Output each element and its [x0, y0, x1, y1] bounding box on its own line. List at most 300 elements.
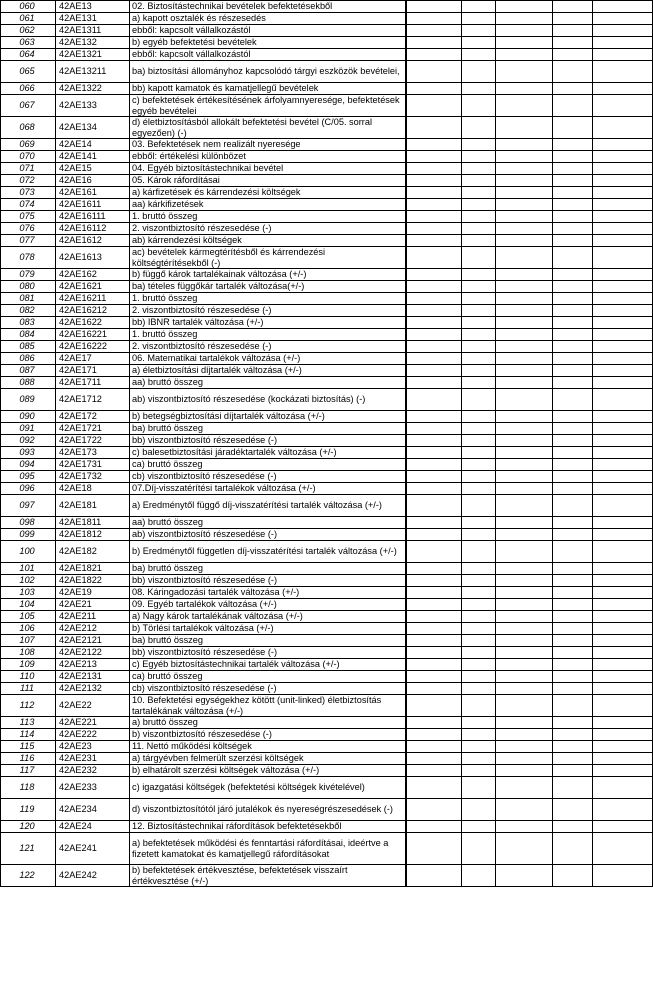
value-cell — [593, 833, 653, 865]
value-cell — [496, 293, 553, 305]
row-code: 42AE16 — [56, 175, 130, 187]
row-code: 42AE1732 — [56, 471, 130, 483]
value-cell — [496, 729, 553, 741]
row-number: 110 — [1, 671, 56, 683]
value-cell — [462, 587, 496, 599]
value-cell — [593, 423, 653, 435]
row-description: b) elhatárolt szerzési költségek változása (+/-) — [130, 765, 406, 777]
value-cell — [496, 329, 553, 341]
value-cell — [496, 175, 553, 187]
row-code: 42AE212 — [56, 623, 130, 635]
row-description: a) kapott osztalék és részesedés — [130, 13, 406, 25]
value-cell — [496, 833, 553, 865]
row-code: 42AE161 — [56, 187, 130, 199]
row-number: 118 — [1, 777, 56, 799]
table-row — [1, 729, 653, 741]
value-cell — [406, 329, 462, 341]
value-cell — [593, 575, 653, 587]
row-number: 072 — [1, 175, 56, 187]
value-cell — [462, 611, 496, 623]
value-cell — [406, 729, 462, 741]
value-cell — [462, 647, 496, 659]
value-cell — [593, 247, 653, 269]
value-cell — [553, 517, 593, 529]
value-cell — [462, 389, 496, 411]
row-number: 080 — [1, 281, 56, 293]
value-cell — [496, 717, 553, 729]
value-cell — [553, 459, 593, 471]
value-cell — [406, 541, 462, 563]
value-cell — [462, 293, 496, 305]
row-description: 05. Károk ráfordításai — [130, 175, 406, 187]
value-cell — [462, 25, 496, 37]
value-cell — [462, 61, 496, 83]
value-cell — [406, 199, 462, 211]
value-cell — [462, 635, 496, 647]
value-cell — [496, 389, 553, 411]
row-code: 42AE24 — [56, 821, 130, 833]
value-cell — [496, 163, 553, 175]
row-number: 063 — [1, 37, 56, 49]
table-row — [1, 741, 653, 753]
value-cell — [406, 223, 462, 235]
value-cell — [593, 865, 653, 887]
value-cell — [496, 199, 553, 211]
row-number: 119 — [1, 799, 56, 821]
row-code: 42AE21 — [56, 599, 130, 611]
value-cell — [462, 753, 496, 765]
row-description: b) viszontbiztosító részesedése (-) — [130, 729, 406, 741]
row-description: b) Törlési tartalékok változása (+/-) — [130, 623, 406, 635]
value-cell — [593, 435, 653, 447]
value-cell — [593, 765, 653, 777]
row-code: 42AE1722 — [56, 435, 130, 447]
value-cell — [406, 423, 462, 435]
table-row — [1, 683, 653, 695]
value-cell — [553, 223, 593, 235]
value-cell — [553, 623, 593, 635]
table-row — [1, 13, 653, 25]
row-code: 42AE16212 — [56, 305, 130, 317]
row-number: 060 — [1, 1, 56, 13]
value-cell — [462, 563, 496, 575]
value-cell — [462, 37, 496, 49]
value-cell — [496, 269, 553, 281]
row-code: 42AE13211 — [56, 61, 130, 83]
row-number: 107 — [1, 635, 56, 647]
value-cell — [496, 777, 553, 799]
table-row — [1, 483, 653, 495]
value-cell — [553, 765, 593, 777]
row-description: ac) bevételek kármegtérítésből és kárrendezési költségtérítésekből (-) — [130, 247, 406, 269]
row-number: 074 — [1, 199, 56, 211]
value-cell — [462, 235, 496, 247]
row-number: 084 — [1, 329, 56, 341]
value-cell — [496, 587, 553, 599]
value-cell — [593, 139, 653, 151]
row-number: 092 — [1, 435, 56, 447]
value-cell — [406, 117, 462, 139]
row-description: b) Eredménytől független díj-visszatérítési tartalék változása (+/-) — [130, 541, 406, 563]
row-code: 42AE1812 — [56, 529, 130, 541]
value-cell — [406, 411, 462, 423]
row-number: 085 — [1, 341, 56, 353]
row-number: 091 — [1, 423, 56, 435]
value-cell — [462, 377, 496, 389]
value-cell — [496, 611, 553, 623]
row-code: 42AE2131 — [56, 671, 130, 683]
value-cell — [593, 235, 653, 247]
value-cell — [553, 821, 593, 833]
row-number: 079 — [1, 269, 56, 281]
row-description: a) befektetések működési és fenntartási ráfordításai, ideértve a fizetett kamatokat és kamatjellegű ráfordításokat — [130, 833, 406, 865]
value-cell — [496, 435, 553, 447]
value-cell — [593, 211, 653, 223]
row-number: 086 — [1, 353, 56, 365]
table-row — [1, 471, 653, 483]
value-cell — [462, 341, 496, 353]
value-cell — [593, 269, 653, 281]
value-cell — [553, 139, 593, 151]
value-cell — [553, 635, 593, 647]
row-number: 094 — [1, 459, 56, 471]
table-row — [1, 117, 653, 139]
value-cell — [553, 269, 593, 281]
value-cell — [553, 305, 593, 317]
row-description: 12. Biztosítástechnikai ráfordítások befektetésekből — [130, 821, 406, 833]
value-cell — [496, 683, 553, 695]
value-cell — [496, 529, 553, 541]
row-number: 121 — [1, 833, 56, 865]
value-cell — [462, 799, 496, 821]
row-code: 42AE1731 — [56, 459, 130, 471]
table-row — [1, 1, 653, 13]
row-description: ebből: kapcsolt vállalkozástól — [130, 25, 406, 37]
value-cell — [553, 163, 593, 175]
value-cell — [462, 435, 496, 447]
value-cell — [406, 647, 462, 659]
row-description: aa) bruttó összeg — [130, 377, 406, 389]
row-code: 42AE16221 — [56, 329, 130, 341]
value-cell — [553, 717, 593, 729]
table-row — [1, 563, 653, 575]
row-description: b) befektetések értékvesztése, befektetések visszaírt értékvesztése (+/-) — [130, 865, 406, 887]
value-cell — [406, 211, 462, 223]
row-number: 066 — [1, 83, 56, 95]
value-cell — [406, 151, 462, 163]
value-cell — [406, 495, 462, 517]
value-cell — [462, 695, 496, 717]
value-cell — [406, 695, 462, 717]
row-number: 076 — [1, 223, 56, 235]
table-row — [1, 587, 653, 599]
value-cell — [593, 61, 653, 83]
row-number: 061 — [1, 13, 56, 25]
row-number: 082 — [1, 305, 56, 317]
value-cell — [553, 529, 593, 541]
value-cell — [462, 833, 496, 865]
value-cell — [496, 495, 553, 517]
value-cell — [593, 623, 653, 635]
row-code: 42AE14 — [56, 139, 130, 151]
value-cell — [496, 741, 553, 753]
table-row — [1, 25, 653, 37]
value-cell — [553, 247, 593, 269]
value-cell — [406, 83, 462, 95]
row-number: 090 — [1, 411, 56, 423]
value-cell — [496, 865, 553, 887]
value-cell — [406, 95, 462, 117]
value-cell — [593, 471, 653, 483]
value-cell — [553, 541, 593, 563]
row-number: 067 — [1, 95, 56, 117]
row-description: c) igazgatási költségek (befektetési költségek kivételével) — [130, 777, 406, 799]
row-description: b) betegségbiztosítási díjtartalék változása (+/-) — [130, 411, 406, 423]
row-description: 2. viszontbiztosító részesedése (-) — [130, 305, 406, 317]
row-description: cb) viszontbiztosító részesedése (-) — [130, 683, 406, 695]
row-code: 42AE213 — [56, 659, 130, 671]
table-row — [1, 635, 653, 647]
value-cell — [406, 139, 462, 151]
value-cell — [406, 575, 462, 587]
value-cell — [406, 517, 462, 529]
row-code: 42AE134 — [56, 117, 130, 139]
row-code: 42AE1822 — [56, 575, 130, 587]
value-cell — [553, 423, 593, 435]
row-number: 115 — [1, 741, 56, 753]
value-cell — [593, 175, 653, 187]
value-cell — [496, 765, 553, 777]
table-row — [1, 459, 653, 471]
row-description: ab) viszontbiztosító részesedése (kockázati biztosítás) (-) — [130, 389, 406, 411]
row-description: 03. Befektetések nem realizált nyeresége — [130, 139, 406, 151]
value-cell — [462, 151, 496, 163]
table-row — [1, 37, 653, 49]
value-cell — [406, 269, 462, 281]
row-description: bb) viszontbiztosító részesedése (-) — [130, 575, 406, 587]
value-cell — [496, 377, 553, 389]
table-row — [1, 575, 653, 587]
value-cell — [406, 175, 462, 187]
row-description: ab) viszontbiztosító részesedése (-) — [130, 529, 406, 541]
row-description: ba) bruttó összeg — [130, 635, 406, 647]
value-cell — [553, 353, 593, 365]
row-code: 42AE16112 — [56, 223, 130, 235]
value-cell — [406, 377, 462, 389]
row-code: 42AE1811 — [56, 517, 130, 529]
row-description: ba) tételes függőkár tartalék változása(+/-) — [130, 281, 406, 293]
row-code: 42AE13 — [56, 1, 130, 13]
value-cell — [462, 459, 496, 471]
value-cell — [553, 741, 593, 753]
value-cell — [496, 695, 553, 717]
value-cell — [553, 49, 593, 61]
table-row — [1, 389, 653, 411]
value-cell — [593, 647, 653, 659]
value-cell — [553, 293, 593, 305]
row-description: 09. Egyéb tartalékok változása (+/-) — [130, 599, 406, 611]
value-cell — [406, 821, 462, 833]
value-cell — [553, 611, 593, 623]
row-description: a) bruttó összeg — [130, 717, 406, 729]
value-cell — [462, 305, 496, 317]
value-cell — [406, 293, 462, 305]
row-description: ba) biztosítási állományhoz kapcsolódó tárgyi eszközök bevételei, — [130, 61, 406, 83]
value-cell — [462, 187, 496, 199]
row-code: 42AE23 — [56, 741, 130, 753]
row-code: 42AE2132 — [56, 683, 130, 695]
value-cell — [553, 25, 593, 37]
value-cell — [496, 211, 553, 223]
value-cell — [406, 599, 462, 611]
table-row — [1, 865, 653, 887]
value-cell — [406, 1, 462, 13]
table-row — [1, 151, 653, 163]
value-cell — [496, 223, 553, 235]
value-cell — [553, 587, 593, 599]
value-cell — [593, 517, 653, 529]
value-cell — [496, 151, 553, 163]
table-row — [1, 317, 653, 329]
value-cell — [593, 599, 653, 611]
row-description: ca) bruttó összeg — [130, 671, 406, 683]
value-cell — [593, 329, 653, 341]
value-cell — [496, 821, 553, 833]
row-code: 42AE22 — [56, 695, 130, 717]
value-cell — [553, 833, 593, 865]
value-cell — [593, 13, 653, 25]
row-code: 42AE132 — [56, 37, 130, 49]
row-description: 1. bruttó összeg — [130, 211, 406, 223]
row-code: 42AE1611 — [56, 199, 130, 211]
row-description: a) kárfizetések és kárrendezési költségek — [130, 187, 406, 199]
row-code: 42AE241 — [56, 833, 130, 865]
value-cell — [462, 777, 496, 799]
table-row — [1, 611, 653, 623]
row-description: 1. bruttó összeg — [130, 329, 406, 341]
table-row — [1, 659, 653, 671]
table-row — [1, 833, 653, 865]
row-description: bb) IBNR tartalék változása (+/-) — [130, 317, 406, 329]
row-code: 42AE131 — [56, 13, 130, 25]
table-row — [1, 495, 653, 517]
table-row — [1, 695, 653, 717]
table-row — [1, 799, 653, 821]
value-cell — [496, 447, 553, 459]
row-number: 069 — [1, 139, 56, 151]
row-number: 114 — [1, 729, 56, 741]
table-row — [1, 163, 653, 175]
value-cell — [553, 281, 593, 293]
row-number: 081 — [1, 293, 56, 305]
table-row — [1, 83, 653, 95]
value-cell — [553, 777, 593, 799]
value-cell — [496, 281, 553, 293]
value-cell — [406, 671, 462, 683]
table-row — [1, 623, 653, 635]
row-code: 42AE1721 — [56, 423, 130, 435]
row-code: 42AE18 — [56, 483, 130, 495]
table-row — [1, 269, 653, 281]
value-cell — [462, 529, 496, 541]
value-cell — [593, 223, 653, 235]
value-cell — [406, 365, 462, 377]
row-code: 42AE1311 — [56, 25, 130, 37]
row-description: 2. viszontbiztosító részesedése (-) — [130, 341, 406, 353]
row-code: 42AE232 — [56, 765, 130, 777]
value-cell — [496, 25, 553, 37]
value-cell — [553, 211, 593, 223]
value-cell — [496, 471, 553, 483]
row-description: bb) viszontbiztosító részesedése (-) — [130, 647, 406, 659]
row-number: 116 — [1, 753, 56, 765]
table-row — [1, 753, 653, 765]
value-cell — [553, 175, 593, 187]
row-number: 093 — [1, 447, 56, 459]
table-row — [1, 247, 653, 269]
value-cell — [406, 317, 462, 329]
table-row — [1, 341, 653, 353]
row-code: 42AE19 — [56, 587, 130, 599]
row-description: ba) bruttó összeg — [130, 423, 406, 435]
row-description: ca) bruttó összeg — [130, 459, 406, 471]
row-code: 42AE162 — [56, 269, 130, 281]
value-cell — [406, 623, 462, 635]
value-cell — [406, 799, 462, 821]
row-number: 095 — [1, 471, 56, 483]
value-cell — [593, 683, 653, 695]
value-cell — [462, 163, 496, 175]
row-description: 08. Káringadozási tartalék változása (+/-) — [130, 587, 406, 599]
row-code: 42AE221 — [56, 717, 130, 729]
value-cell — [553, 389, 593, 411]
value-cell — [462, 423, 496, 435]
value-cell — [406, 683, 462, 695]
row-code: 42AE242 — [56, 865, 130, 887]
value-cell — [406, 753, 462, 765]
value-cell — [462, 175, 496, 187]
value-cell — [593, 95, 653, 117]
value-cell — [593, 659, 653, 671]
value-cell — [496, 49, 553, 61]
row-code: 42AE1322 — [56, 83, 130, 95]
value-cell — [496, 517, 553, 529]
value-cell — [462, 659, 496, 671]
value-cell — [593, 199, 653, 211]
table-row — [1, 95, 653, 117]
value-cell — [593, 635, 653, 647]
row-code: 42AE231 — [56, 753, 130, 765]
value-cell — [462, 671, 496, 683]
value-cell — [553, 575, 593, 587]
row-number: 073 — [1, 187, 56, 199]
value-cell — [593, 1, 653, 13]
value-cell — [406, 741, 462, 753]
value-cell — [496, 423, 553, 435]
row-description: ab) kárrendezési költségek — [130, 235, 406, 247]
value-cell — [553, 83, 593, 95]
value-cell — [593, 563, 653, 575]
value-cell — [496, 635, 553, 647]
value-cell — [553, 151, 593, 163]
row-description: b) függő károk tartalékainak változása (+/-) — [130, 269, 406, 281]
value-cell — [496, 365, 553, 377]
value-cell — [462, 83, 496, 95]
row-number: 097 — [1, 495, 56, 517]
value-cell — [406, 635, 462, 647]
row-code: 42AE173 — [56, 447, 130, 459]
row-description: c) befektetések értékesítésének árfolyamnyeresége, befektetések egyéb bevételei — [130, 95, 406, 117]
